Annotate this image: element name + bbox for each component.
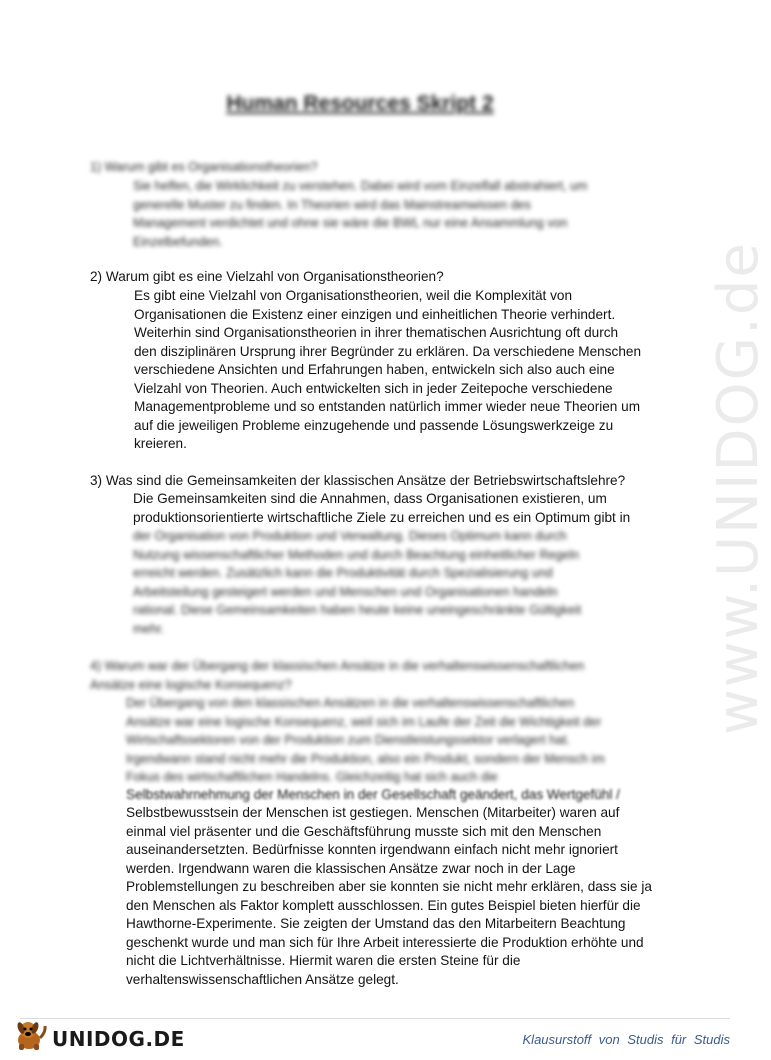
answer-4-line: Ansätze war eine logische Konsequenz, weil sich im Laufe der Zeit die Wichtigkeit der (126, 714, 602, 729)
question-3: 3) Was sind die Gemeinsamkeiten der klassischen Ansätze der Betriebswirtschaftslehre? (90, 473, 626, 488)
answer-4-line: Hawthorne-Experimente. Sie zeigten der Umstand das den Mitarbeitern Beachtung (126, 916, 626, 931)
answer-4-line: nicht die Lichtverhältnisse. Hiermit waren die ersten Steine für die (126, 953, 521, 968)
answer-1-line: generelle Muster zu finden. In Theorien wird das Mainstreamwissen des (133, 197, 531, 212)
watermark-text: www.UNIDOG.de (706, 241, 771, 735)
answer-3-line: Nutzung wissenschaftlicher Methoden und durch Beachtung einheitlicher Regeln (133, 547, 580, 562)
answer-2-line: Weiterhin sind Organisationstheorien in ihrer thematischen Ausrichtung oft durch (134, 325, 619, 340)
answer-4-line: auseinandersetzten. Bedürfnisse konnten irgendwann einfach nicht mehr ignoriert (126, 842, 618, 857)
answer-2-line: Vielzahl von Theorien. Auch entwickelten sich in jeder Zeitepoche verschiedene (134, 380, 613, 396)
footer-tagline: Klausurstoff von Studis für Studis (522, 1032, 730, 1047)
answer-4-line: verhaltenswissenschaftlichen Ansätze gelegt. (126, 971, 399, 987)
answer-1-line: Management verdichtet und ohne sie wäre die BWL nur eine Ansammlung von (133, 216, 568, 230)
answer-4-line: Der Übergang von den klassischen Ansätzen in die verhaltenswissenschaftlichen (126, 696, 575, 710)
answer-3-line: rational. Diese Gemeinsamkeiten haben heute keine uneingeschränkte Gültigkeit (133, 603, 582, 617)
answer-3-line: der Organisation von Produktion und Verwaltung. Dieses Optimum kann durch (133, 529, 567, 543)
question-2: 2) Warum gibt es eine Vielzahl von Organisationstheorien? (90, 269, 444, 284)
answer-4-blurred (126, 694, 605, 787)
dog-icon (14, 1020, 48, 1057)
answer-3-line: erreicht werden. Zusätzlich kann die Produktivität durch Spezialisierung und (133, 566, 553, 580)
footer-divider (20, 1018, 730, 1019)
document-title: Human Resources Skript 2 (226, 92, 494, 115)
answer-2-line: kreieren. (134, 436, 187, 451)
question-4-line: Ansätze eine logische Konsequenz? (90, 677, 292, 692)
question-4-line: 4) Warum war der Übergang der klassischen Ansätze in die verhaltenswissenschaftlichen (90, 659, 585, 673)
answer-1 (133, 177, 587, 251)
question-1: 1) Warum gibt es Organisationstheorien? (90, 160, 318, 174)
answer-4-line: werden. Irgendwann waren die klassischen Ansätze zwar noch in der Lage (126, 860, 576, 876)
answer-2-line: Organisationen die Existenz einer einzigen und einheitlichen Theorie verhindert. (134, 306, 616, 322)
answer-3-line: Arbeitsteilung gesteigert werden und Menschen und Organisationen handeln (133, 584, 558, 599)
answer-1-line: Einzelbefunden. (133, 234, 223, 249)
answer-2-line: verschiedene Ansichten und Erfahrungen haben, entwickeln sich also auch eine (134, 362, 615, 377)
unidog-logo[interactable] (14, 1020, 185, 1057)
answer-3-line: mehr. (133, 621, 165, 636)
answer-2-line: Es gibt eine Vielzahl von Organisationstheorien, weil die Komplexität von (134, 288, 573, 303)
answer-4-line: geschenkt wurde und man sich für Ihre Arbeit interessierte die Produktion erhöhte und (126, 934, 644, 950)
answer-3 (133, 490, 630, 638)
answer-4 (126, 804, 652, 989)
answer-3-line: produktionsorientierte wirtschaftliche Ziele zu erreichen und es ein Optimum gibt in (133, 509, 631, 525)
answer-4-line: den Menschen als Faktor komplett ausschlossen. Ein gutes Beispiel bieten hierfür die (126, 897, 641, 913)
answer-1-line: Sie helfen, die Wirklichkeit zu verstehen. Dabei wird vom Einzelfall abstrahiert, um (133, 179, 588, 193)
answer-4-transition: Selbstwahrnehmung der Menschen in der Gesellschaft geändert, das Wertgefühl / (126, 787, 620, 802)
answer-4-line: Selbstbewusstsein der Menschen ist gestiegen. Menschen (Mitarbeiter) waren auf (126, 805, 620, 820)
answer-4-line: Problemstellungen zu beschreiben aber sie konnten sie nicht mehr erklären, dass sie ja (126, 879, 652, 894)
answer-4-line: Wirtschaftssektoren von der Produktion zum Dienstleistungssektor verlagert hat. (126, 733, 570, 747)
answer-3-blurred (133, 527, 630, 638)
answer-4-line: Irgendwann stand nicht mehr die Produktion, also ein Produkt, sondern der Mensch im (126, 751, 605, 766)
answer-3-line: Die Gemeinsamkeiten sind die Annahmen, dass Organisationen existieren, um (133, 491, 607, 506)
logo-text: UNIDOG.DE (52, 1026, 185, 1051)
answer-4-line: einmal viel präsenter und die Geschäftsführung musste sich mit den Menschen (126, 823, 602, 839)
answer-2 (134, 287, 641, 454)
answer-2-line: den disziplinären Ursprung ihrer Begründer zu erklären. Da verschiedene Menschen (134, 343, 642, 359)
question-4 (90, 657, 584, 694)
answer-2-line: Managementprobleme und so entstanden natürlich immer wieder neue Theorien um (134, 399, 641, 414)
answer-4-line: Fokus des wirtschaftlichen Handelns. Gleichzeitig hat sich auch die (126, 770, 498, 784)
answer-2-line: auf die jeweiligen Probleme einzugehende und passende Lösungswerkzeige zu (134, 417, 614, 433)
